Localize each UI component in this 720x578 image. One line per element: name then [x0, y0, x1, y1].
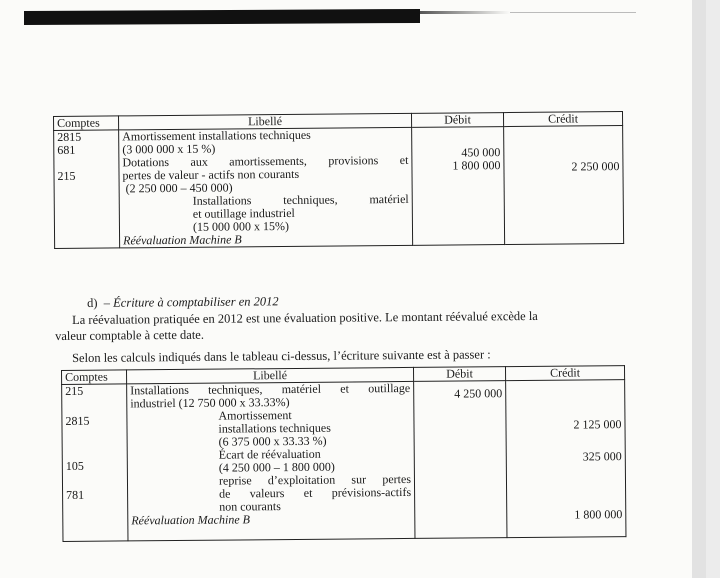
section-title: Écriture à comptabiliser en 2012	[113, 294, 279, 310]
libelle-caption: Réévaluation Machine B	[131, 512, 250, 528]
header-credit: Crédit	[505, 366, 624, 381]
libelle-line: Dotations aux amortissements, provisions et	[122, 152, 409, 170]
libelle-line: industriel (12 750 000 x 33.33%)	[130, 395, 290, 411]
header-credit: Crédit	[503, 112, 622, 127]
account-number: 2815	[57, 129, 82, 144]
debit-amount: 1 800 000	[452, 158, 501, 173]
libelle-line: (4 250 000 – 1 800 000)	[218, 459, 335, 475]
header-comptes: Comptes	[62, 370, 127, 385]
journal-table-2	[61, 365, 626, 542]
section-dash: –	[103, 295, 111, 310]
table-row	[54, 126, 624, 249]
libelle-line: Installations techniques, matériel et outillage	[130, 380, 411, 398]
libelle-line: reprise d’exploitation sur pertes	[218, 471, 412, 488]
libelle-line: pertes de valeur - actifs non courants	[122, 166, 300, 183]
paragraph-1-line-1: La réévaluation pratiquée en 2012 est une évaluation positive. Le montant réévalué excède la	[72, 308, 538, 327]
journal-table-1	[53, 111, 624, 249]
paragraph-2: Selon les calculs indiqués dans le tableau ci-dessus, l’écriture suivante est à passer :	[72, 347, 491, 365]
account-number: 215	[65, 383, 84, 398]
header-debit: Débit	[411, 113, 503, 128]
paragraph-1-line-2: valeur comptable à cette date.	[55, 327, 205, 343]
libelle-cell	[119, 127, 413, 248]
credit-cell	[504, 126, 624, 245]
scan-top-bar	[24, 9, 420, 25]
section-d-heading	[87, 294, 279, 311]
debit-amount: 4 250 000	[454, 386, 503, 401]
header-libelle: Libellé	[127, 367, 414, 384]
credit-amount: 2 250 000	[571, 159, 620, 174]
libelle-line: Écart de réévaluation	[218, 446, 321, 462]
libelle-line: (2 250 000 – 450 000)	[125, 180, 233, 196]
account-number: 215	[57, 168, 76, 183]
scan-edge-shadow	[692, 0, 706, 578]
libelle-cell	[127, 381, 415, 540]
credit-cell	[506, 380, 626, 538]
header-debit: Débit	[413, 367, 505, 382]
header-libelle: Libellé	[119, 113, 412, 130]
credit-amount: 325 000	[582, 449, 622, 464]
section-prefix: d)	[87, 295, 98, 310]
libelle-line: non courants	[219, 499, 281, 514]
libelle-line: Amortissement	[218, 407, 292, 423]
debit-amount: 450 000	[461, 145, 501, 160]
account-number: 105	[65, 458, 84, 473]
libelle-line: installations techniques	[218, 420, 331, 436]
libelle-line: et outillage industriel	[192, 205, 295, 221]
libelle-line: Amortissement installations techniques	[122, 127, 311, 144]
table-row	[62, 380, 626, 542]
libelle-line: (3 000 000 x 15 %)	[122, 141, 216, 157]
libelle-line: de valeurs et prévisions-actifs	[219, 484, 412, 501]
account-number: 781	[66, 487, 85, 502]
scan-top-fade	[420, 11, 510, 14]
header-comptes: Comptes	[54, 116, 119, 131]
account-number: 681	[57, 142, 76, 157]
credit-amount: 2 125 000	[573, 417, 622, 432]
accounts-cell	[54, 130, 120, 249]
scan-top-line	[510, 12, 636, 13]
account-number: 2815	[65, 413, 90, 428]
libelle-line: Installations techniques, matériel	[192, 191, 409, 208]
libelle-line: (6 375 000 x 33.33 %)	[218, 433, 327, 449]
debit-cell	[414, 381, 507, 539]
accounts-cell	[62, 384, 128, 542]
libelle-line: (15 000 000 x 15%)	[192, 218, 290, 234]
debit-cell	[412, 127, 505, 246]
libelle-caption: Réévaluation Machine B	[123, 232, 242, 248]
credit-amount: 1 800 000	[574, 507, 623, 522]
